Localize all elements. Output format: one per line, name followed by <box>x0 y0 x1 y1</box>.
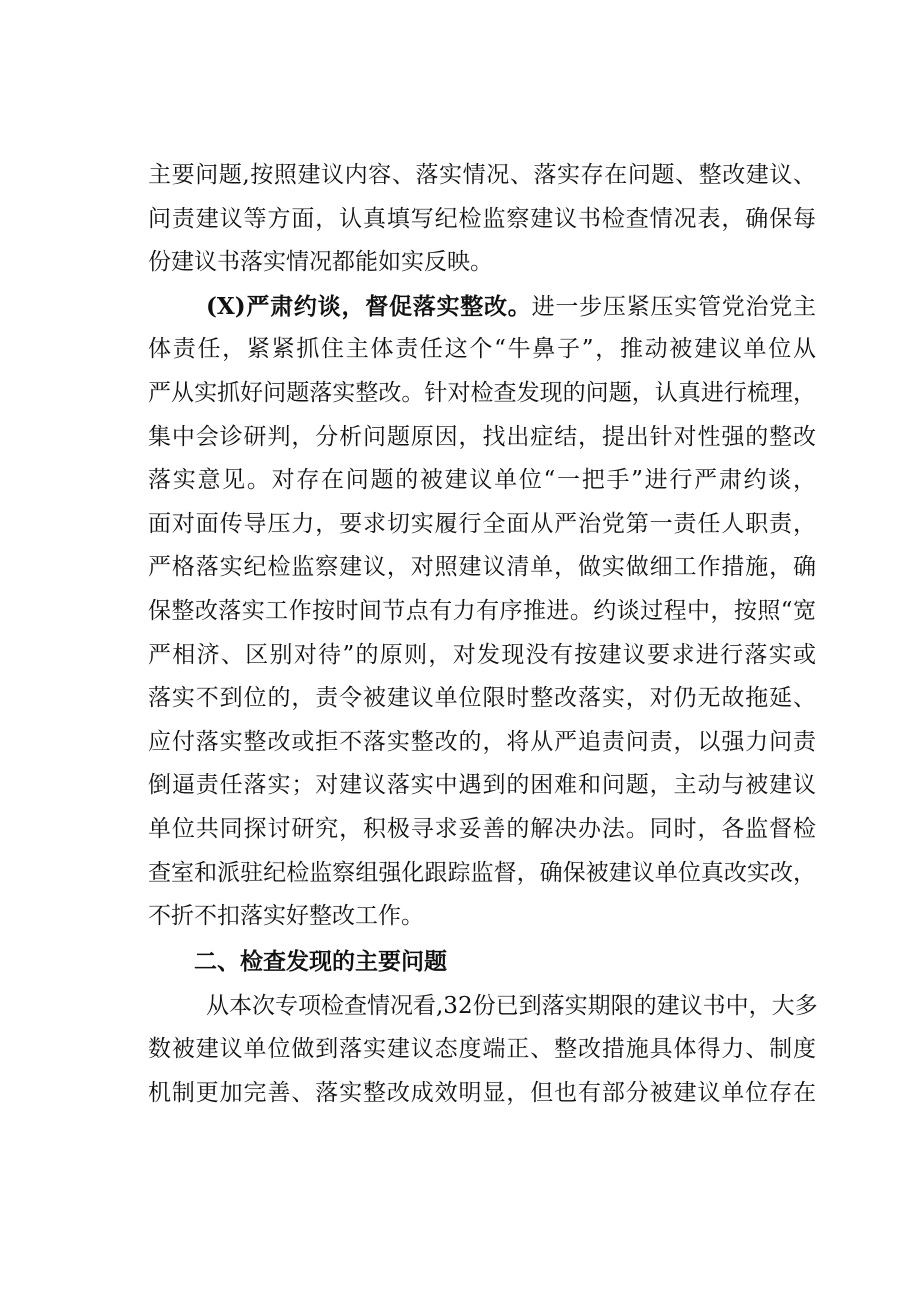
text-line: 查室和派驻纪检监察组强化跟踪监督，确保被建议单位真改实改， <box>148 859 816 886</box>
text-line: 应付落实整改或拒不落实整改的，将从严追责问责，以强力问责 <box>148 728 816 755</box>
text-line: 数被建议单位做到落实建议态度端正、整改措施具体得力、制度 <box>148 1036 816 1063</box>
text-line: 机制更加完善、落实整改成效明显，但也有部分被建议单位存在 <box>148 1079 816 1106</box>
text-line: 主要问题,按照建议内容、落实情况、落实存在问题、整改建议、 <box>148 162 816 188</box>
paragraph-lead-rest: 进一步压紧压实管党治党主 <box>531 293 816 320</box>
text-line: 严从实抓好问题落实整改。针对检查发现的问题，认真进行梳理， <box>148 379 816 406</box>
text-line: 落实不到位的，责令被建议单位限时整改落实，对仍无故拖延、 <box>148 685 816 712</box>
text-line: 问责建议等方面，认真填写纪检监察建议书检查情况表，确保每 <box>148 205 816 232</box>
text-line: 单位共同探讨研究，积极寻求妥善的解决办法。同时，各监督检 <box>148 815 816 842</box>
text-line: 严相济、区别对待”的原则，对发现没有按建议要求进行落实或 <box>148 641 816 668</box>
text-line: 集中会诊研判，分析问题原因，找出症结，提出针对性强的整改 <box>148 423 816 450</box>
text-line: 不折不扣落实好整改工作。 <box>148 903 424 930</box>
paragraph-lead-bold: (X)严肃约谈，督促落实整改。 <box>206 292 532 320</box>
document-page <box>148 154 816 1115</box>
section-heading: 二、检查发现的主要问题 <box>194 948 447 975</box>
text-line: 倒逼责任落实；对建议落实中遇到的困难和问题，主动与被建议 <box>148 772 816 799</box>
text-line: 严格落实纪检监察建议，对照建议清单，做实做细工作措施，确 <box>148 554 816 581</box>
text-line: 落实意见。对存在问题的被建议单位“一把手”进行严肃约谈， <box>148 467 816 494</box>
paragraph-3 <box>148 985 816 1116</box>
text-line: 面对面传导压力，要求切实履行全面从严治党第一责任人职责， <box>148 510 816 537</box>
paragraph-1 <box>148 154 816 285</box>
paragraph-2 <box>148 285 816 939</box>
text-line: 体责任，紧紧抓住主体责任这个“牛鼻子”，推动被建议单位从 <box>148 336 816 363</box>
text-line <box>148 285 816 329</box>
text-line: 保整改落实工作按时间节点有力有序推进。约谈过程中，按照“宽 <box>148 597 816 624</box>
text-line: 从本次专项检查情况看,32份已到落实期限的建议书中，大多 <box>206 992 818 1019</box>
text-line: 份建议书落实情况都能如实反映。 <box>148 249 493 276</box>
